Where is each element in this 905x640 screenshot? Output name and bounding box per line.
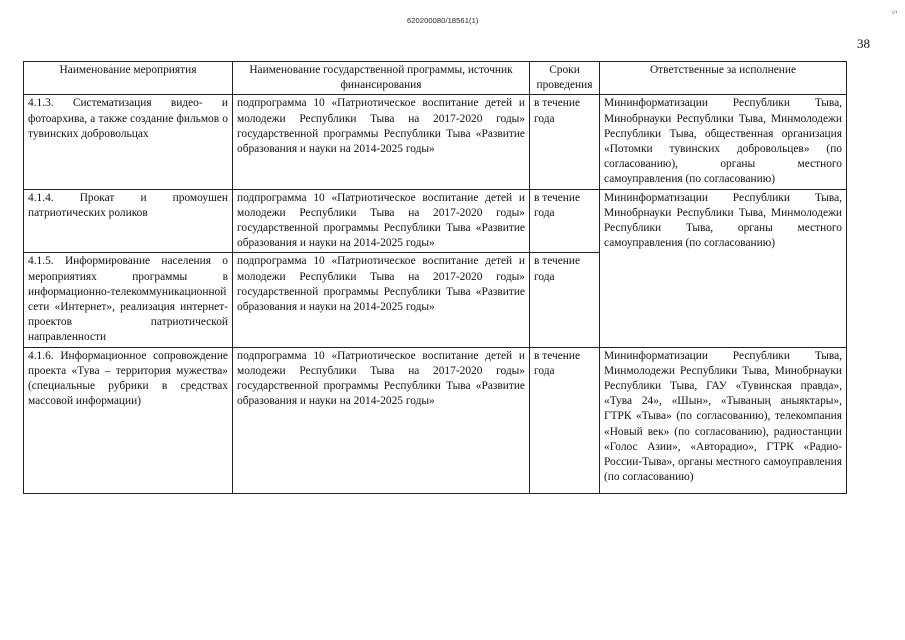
document-code: 620200080/18561(1) — [407, 16, 479, 25]
event-cell: 4.1.3. Систематизация видео- и фотоархива, а также создание фильмов о тувинских добровольцах — [24, 95, 233, 189]
program-cell: подпрограмма 10 «Патриотическое воспитание детей и молодежи Республики Тыва на 2017-2020 годы» государственной программы Республики Тыва «Развитие образования и науки на 2014-2025 годы» — [233, 347, 530, 493]
column-header-program: Наименование государственной программы, источник финансирования — [233, 62, 530, 95]
terms-cell: в течение года — [530, 253, 600, 347]
event-cell: 4.1.5. Информирование населения о мероприятиях программы в информационно-телекоммуникационной сети «Интернет», реализация интернет-проектов патриотической направленности — [24, 253, 233, 347]
event-cell: 4.1.6. Информационное сопровождение проекта «Тува – территория мужества» (специальные рубрики в средствах массовой информации) — [24, 347, 233, 493]
responsible-cell: Мининформатизации Республики Тыва, Минобрнауки Республики Тыва, Минмолодежи Республики Тыва, органы местного самоуправления (по согласованию) — [600, 189, 847, 347]
page-number: 38 — [857, 36, 870, 51]
table-header-row — [24, 62, 847, 95]
terms-cell: в течение года — [530, 95, 600, 189]
program-cell: подпрограмма 10 «Патриотическое воспитание детей и молодежи Республики Тыва на 2017-2020 годы» государственной программы Республики Тыва «Развитие образования и науки на 2014-2025 годы» — [233, 95, 530, 189]
table-row — [24, 189, 847, 253]
program-cell: подпрограмма 10 «Патриотическое воспитание детей и молодежи Республики Тыва на 2017-2020 годы» государственной программы Республики Тыва «Развитие образования и науки на 2014-2025 годы» — [233, 253, 530, 347]
column-header-event: Наименование мероприятия — [24, 62, 233, 95]
table-row — [24, 347, 847, 493]
corner-mark: 5 — [889, 10, 898, 14]
program-cell: подпрограмма 10 «Патриотическое воспитание детей и молодежи Республики Тыва на 2017-2020 годы» государственной программы Республики Тыва «Развитие образования и науки на 2014-2025 годы» — [233, 189, 530, 253]
column-header-terms: Сроки проведения — [530, 62, 600, 95]
event-cell: 4.1.4. Прокат и промоушен патриотических роликов — [24, 189, 233, 253]
responsible-cell: Мининформатизации Республики Тыва, Минмолодежи Республики Тыва, Минобрнауки Республики Тыва, ГАУ «Тувинская правда», «Тува 24», «Шын», «Тываның аныяктары», ГТРК «Тыва» (по согласованию), телекомпания «Новый век» (по согласованию), радиостанции «Голос Азии», «Авторадио», ГТРК «Радио-России-Тыва», органы местного самоуправления (по согласованию) — [600, 347, 847, 493]
column-header-responsible: Ответственные за исполнение — [600, 62, 847, 95]
responsible-cell: Мининформатизации Республики Тыва, Минобрнауки Республики Тыва, Минмолодежи Республики Тыва, общественная организация «Потомки тувинских добровольцев» (по согласованию), органы местного самоуправления (по согласованию) — [600, 95, 847, 189]
terms-cell: в течение года — [530, 347, 600, 493]
table-row — [24, 95, 847, 189]
events-table — [23, 61, 847, 494]
terms-cell: в течение года — [530, 189, 600, 253]
